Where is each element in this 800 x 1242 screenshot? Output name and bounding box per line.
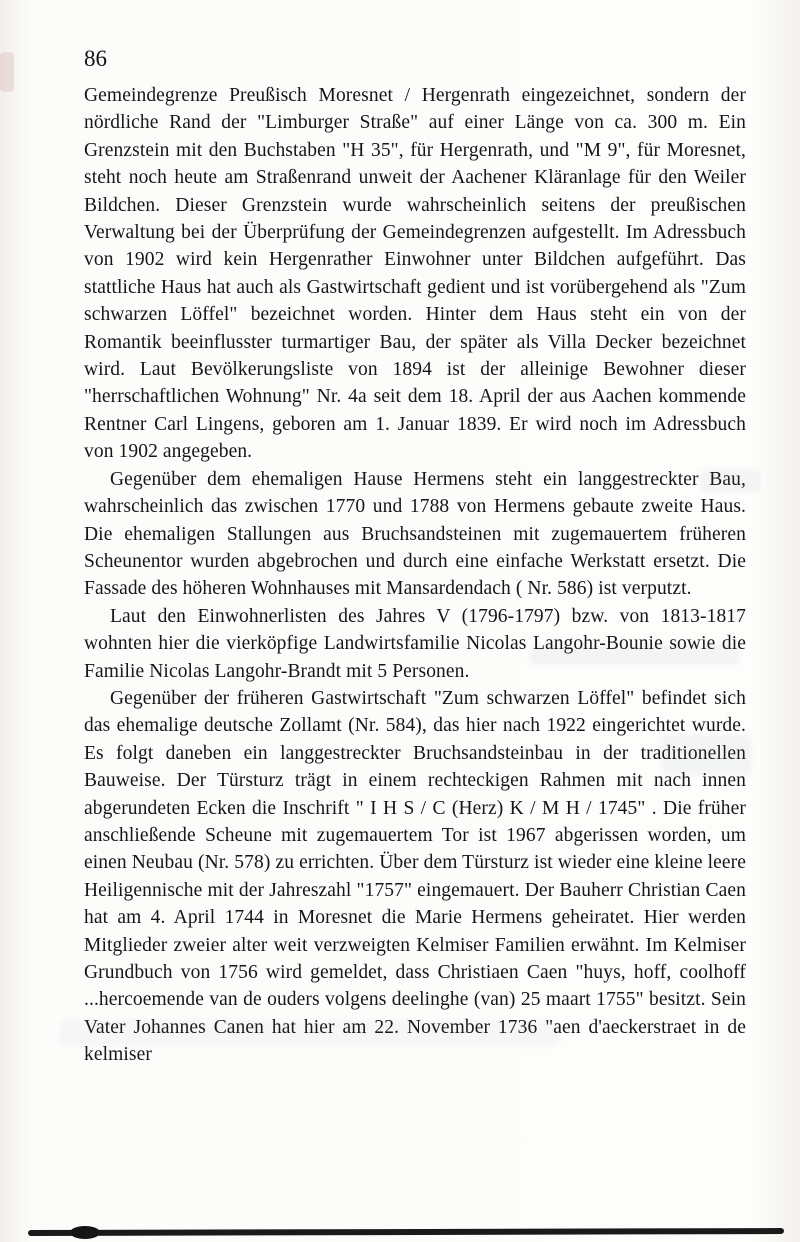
paragraph: Gegenüber dem ehemaligen Hause Hermens steht ein langgestreckter Bau, wahrscheinlich das zwischen 1770 und 1788 von Hermens gebaute zweite Haus. Die ehemaligen Stallungen aus Bruchsandsteinen mit zugemauertem früheren Scheunentor wurden abgebrochen und durch eine einfache Werkstatt ersetzt. Die Fassade des höheren Wohnhauses mit Mansardendach ( Nr. 586) ist verputzt. xyxy=(84,468,746,600)
scan-edge-artifact xyxy=(28,1228,784,1236)
scan-artifact xyxy=(70,1226,100,1239)
page-number: 86 xyxy=(84,46,107,71)
paragraph: Laut den Einwohnerlisten des Jahres V (1796-1797) bzw. von 1813-1817 wohnten hier die vierköpfige Landwirtsfamilie Nicolas Langohr-Bounie sowie die Familie Nicolas Langohr-Brandt mit 5 Personen. xyxy=(84,605,746,682)
bleed-through-artifact xyxy=(530,645,740,665)
bleed-through-artifact xyxy=(60,1020,560,1046)
paragraph: Gemeindegrenze Preußisch Moresnet / Hergenrath eingezeichnet, sondern der nördliche Rand der "Limburger Straße" auf einer Länge von ca. 300 m. Ein Grenzstein mit den Buchstaben "H 35", für Hergenrath, und "M 9", für Moresnet, steht noch heute am Straßenrand unweit der Aachener Kläranlage für den Weiler Bildchen. Dieser Grenzstein wurde wahrscheinlich seitens der preußischen Verwaltung bei der Überprüfung der Gemeindegrenzen aufgestellt. Im Adressbuch von 1902 wird kein Hergenrather Einwohner unter Bildchen aufgeführt. Das stattliche Haus hat auch als Gastwirtschaft gedient und ist vorübergehend als "Zum schwarzen Löffel" bezeichnet worden. Hinter dem Haus steht ein von der Romantik beeinflusster turmartiger Bau, der später als Villa Decker bezeichnet wird. Laut Bevölkerungsliste von 1894 ist der alleinige Bewohner dieser "herrschaftlichen Wohnung" Nr. 4a seit dem 18. April der aus Aachen kommende Rentner Carl Lingens, geboren am 1. Januar 1839. Er wird noch im Adressbuch von 1902 angegeben. xyxy=(84,85,746,463)
page-body xyxy=(84,82,746,1069)
bleed-through-artifact xyxy=(662,735,752,775)
paragraph: Gegenüber der früheren Gastwirtschaft "Zum schwarzen Löffel" befindet sich das ehemalige deutsche Zollamt (Nr. 584), das hier nach 1922 eingerichtet wurde. Es folgt daneben ein langgestreckter Bruchsandsteinbau in der traditionellen Bauweise. Der Türsturz trägt in einem rechteckigen Rahmen mit nach innen abgerundeten Ecken die Inschrift " I H S / C (Herz) K / M H / 1745" . Die früher anschließende Scheune mit zugemauertem Tor ist 1967 abgerissen worden, um einen Neubau (Nr. 578) zu errichten. Über dem Türsturz ist wieder eine kleine leere Heiligennische mit der Jahreszahl "1757" eingemauert. Der Bauherr Christian Caen hat am 4. April 1744 in Moresnet die Marie Hermens geheiratet. Hier werden Mitglieder zweier alter weit verzweigten Kelmiser Familien erwähnt. Im Kelmiser Grundbuch von 1756 wird gemeldet, dass Christiaen Caen "huys, hoff, coolhoff ...hercoemende van de ouders volgens deelinghe (van) 25 maart 1755" besitzt. Sein Vater Johannes Canen hat hier am 22. November 1736 "aen d'aeckerstraet in de kelmiser xyxy=(84,687,746,1066)
bleed-through-artifact xyxy=(700,470,760,492)
scan-artifact xyxy=(0,52,14,92)
